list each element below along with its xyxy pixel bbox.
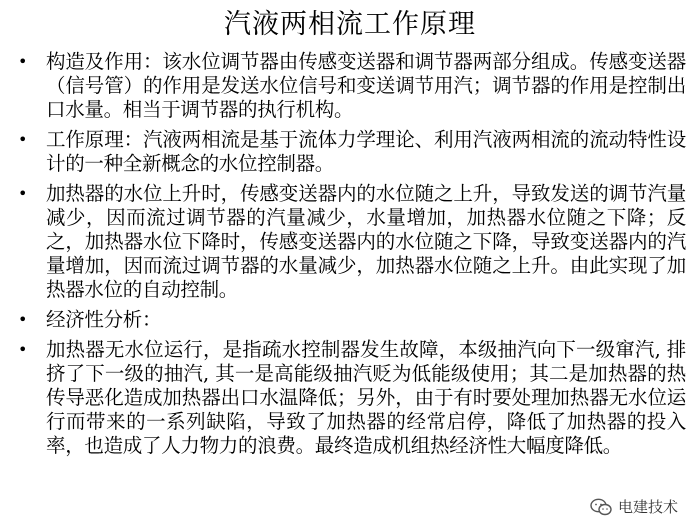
bullet-dot: • [18, 310, 28, 329]
wechat-icon [590, 498, 612, 516]
bullet-text: 加热器无水位运行，是指疏水控制器发生故障，本级抽汽向下一级窜汽, 排挤了下一级的抽汽, 其一是高能级抽汽贬为低能级使用；其二是加热器的热传导恶化造成加热器出口水温降低；另外，由于有时要处理加热器无水位运行而带来的一系列缺陷，导致了加热器的经常启停，降低了加热器的投入率，也造成了人力物力的浪费。最终造成机组热经济性大幅度降低。 [46, 338, 686, 457]
bullet-text: 经济性分析： [46, 308, 162, 331]
bullet-text: 构造及作用：该水位调节器由传感变送器和调节器两部分组成。传感变送器（信号管）的作用是发送水位信号和变送调节用汽；调节器的作用是控制出口水量。相当于调节器的执行机构。 [46, 50, 686, 121]
bullet-text: 工作原理：汽液两相流是基于流体力学理论、利用汽液两相流的流动特性设计的一种全新概念的水位控制器。 [46, 128, 686, 175]
bullet-item-economy-analysis [0, 338, 700, 458]
bullet-item-economy-heading [0, 308, 700, 332]
bullet-dot: • [18, 52, 28, 71]
bullet-text: 加热器的水位上升时，传感变送器内的水位随之上升，导致发送的调节汽量减少，因而流过调节器的汽量减少，水量增加，加热器水位随之下降；反之，加热器水位下降时，传感变送器内的水位随之下降，导致变送器内的汽量增加，因而流过调节器的水量减少，加热器水位随之上升。由此实现了加热器水位的自动控制。 [46, 182, 686, 301]
bullet-dot: • [18, 130, 28, 149]
bullet-dot: • [18, 340, 28, 359]
slide-title: 汽液两相流工作原理 [224, 9, 476, 40]
watermark [590, 496, 678, 517]
watermark-text: 电建技术 [617, 498, 678, 516]
bullet-item-process [0, 182, 700, 302]
bullet-item-principle [0, 128, 700, 176]
bullet-list [0, 50, 700, 464]
bullet-dot: • [18, 184, 28, 203]
bullet-item-structure [0, 50, 700, 122]
